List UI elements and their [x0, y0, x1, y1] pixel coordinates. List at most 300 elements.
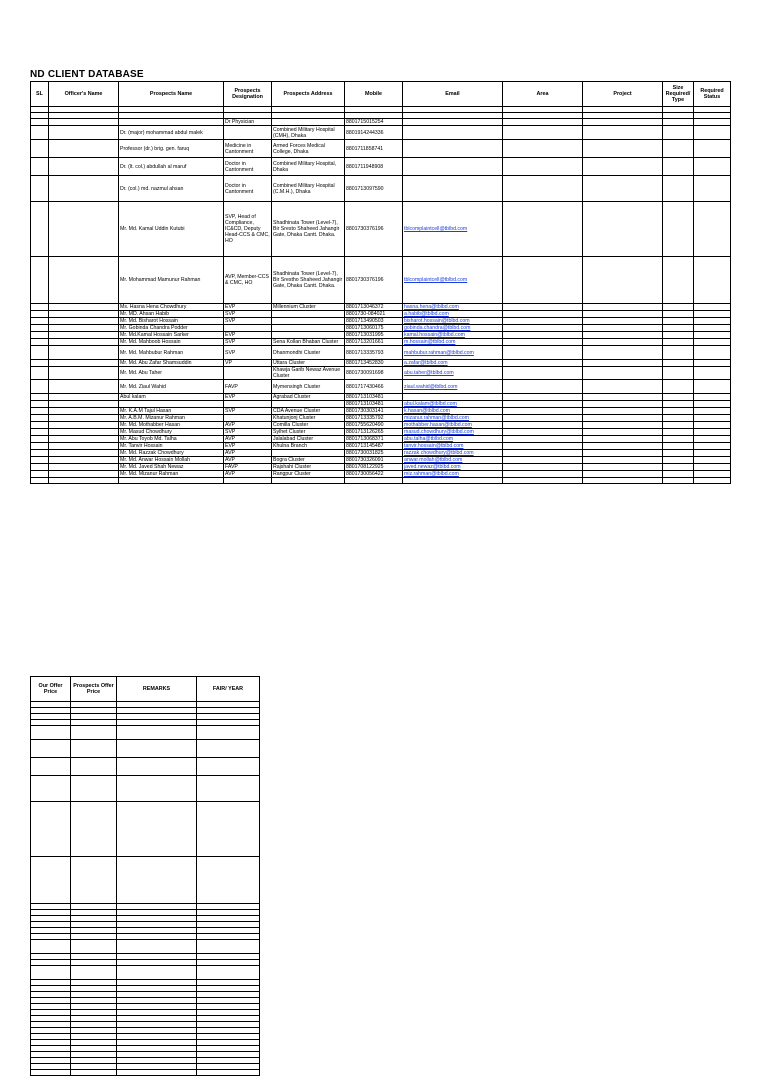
cell-desig: AVP [224, 471, 272, 478]
cell-size [663, 140, 694, 158]
table-header-row [31, 82, 731, 107]
cell-project [583, 126, 663, 140]
table-row [31, 257, 731, 304]
cell-sl [31, 304, 49, 311]
offer-header-row [31, 677, 260, 702]
cell-desig: Medicine in Cantonment [224, 140, 272, 158]
cell-addr: Rangpur Cluster [272, 471, 345, 478]
cell [117, 940, 197, 954]
cell [71, 940, 117, 954]
cell-project [583, 176, 663, 202]
cell-desig [224, 415, 272, 422]
cell-area [503, 325, 583, 332]
cell-project [583, 304, 663, 311]
cell-officer [49, 318, 119, 325]
cell [31, 1070, 71, 1076]
cell [197, 802, 260, 857]
cell-mobile: 8801730376196 [345, 257, 403, 304]
cell [31, 758, 71, 776]
cell [71, 776, 117, 802]
cell-mobile: 8801713145487 [345, 443, 403, 450]
cell-mobile: 8801730031825 [345, 450, 403, 457]
cell-name: Mr. Mohammad Mamunur Rahman [119, 257, 224, 304]
column-header: Prospects Address [272, 82, 345, 107]
column-header: Prospects Designation [224, 82, 272, 107]
cell-area [503, 401, 583, 408]
cell-size [663, 339, 694, 346]
cell-email [403, 443, 503, 450]
email-link[interactable]: bisharot.hossain@tblbd.com [404, 318, 470, 324]
cell-size [663, 457, 694, 464]
email-link[interactable]: razzak.chowdhury@tblbd.com [404, 450, 474, 456]
table-row [31, 740, 260, 758]
cell-size [663, 443, 694, 450]
email-link[interactable]: mothabber.hasan@tblbd.com [404, 422, 472, 428]
cell-name: Mr. Md. Mahboob Hossain [119, 339, 224, 346]
cell-officer [49, 401, 119, 408]
cell-officer [49, 478, 119, 484]
cell-addr [272, 311, 345, 318]
cell-email [403, 408, 503, 415]
cell-size [663, 304, 694, 311]
cell-name: Mr. Md. Kamal Uddin Kutubi [119, 202, 224, 257]
cell-name: Dr. (lt. col.) abdullah al maruf [119, 158, 224, 176]
cell-officer [49, 450, 119, 457]
email-link[interactable]: tanvir.hossain@tblbd.com [404, 443, 464, 449]
cell-sl [31, 367, 49, 380]
cell-email [403, 457, 503, 464]
cell-officer [49, 380, 119, 394]
cell-officer [49, 176, 119, 202]
cell-desig: AVP [224, 450, 272, 457]
cell-project [583, 346, 663, 360]
cell-name: Mr. Md. Bisharot Hossain [119, 318, 224, 325]
cell-addr: CDA Avenue Cluster [272, 408, 345, 415]
table-row [31, 158, 731, 176]
cell-name: Mr. Md. Javed Shah Newaz [119, 464, 224, 471]
cell [71, 857, 117, 904]
cell-mobile: 8801713335792 [345, 415, 403, 422]
cell-mobile: 8801713060175 [345, 325, 403, 332]
cell-name: Mr. Abu Toyob Md. Talha [119, 436, 224, 443]
email-link[interactable]: javed.newaz@tblbd.com [404, 464, 461, 470]
cell-name: Mr. Md.Kamal Hossain Sarker [119, 332, 224, 339]
cell-project [583, 422, 663, 429]
cell-area [503, 394, 583, 401]
column-header: Prospects Offer Price [71, 677, 117, 702]
cell-project [583, 408, 663, 415]
cell-status [694, 478, 731, 484]
cell-desig: SVP [224, 346, 272, 360]
cell-sl [31, 422, 49, 429]
cell-addr: Comilla Cluster [272, 422, 345, 429]
cell-email [403, 304, 503, 311]
cell-name: Mr. Md. Ziaul Wahid [119, 380, 224, 394]
cell-officer [49, 464, 119, 471]
cell-officer [49, 346, 119, 360]
cell-desig: FAVP [224, 464, 272, 471]
table-row [31, 802, 260, 857]
cell [71, 802, 117, 857]
cell-area [503, 429, 583, 436]
cell [197, 1070, 260, 1076]
email-link[interactable]: ziaul.wahid@tblbd.com [404, 383, 458, 390]
cell-area [503, 339, 583, 346]
cell-project [583, 202, 663, 257]
table-row [31, 346, 731, 360]
cell-sl [31, 202, 49, 257]
table-row [31, 478, 731, 484]
cell-size [663, 401, 694, 408]
cell-name: Ms. Hasna Hena Chowdhury [119, 304, 224, 311]
cell-email [403, 478, 503, 484]
table-row [31, 443, 731, 450]
cell-officer [49, 325, 119, 332]
cell-mobile: 8801713452830 [345, 360, 403, 367]
cell [71, 1070, 117, 1076]
cell-area [503, 436, 583, 443]
cell-size [663, 257, 694, 304]
table-row [31, 325, 731, 332]
cell-size [663, 436, 694, 443]
table-row [31, 436, 731, 443]
cell-mobile: 8801730326091 [345, 457, 403, 464]
cell-officer [49, 415, 119, 422]
cell-mobile: 8801713046372 [345, 304, 403, 311]
cell-sl [31, 339, 49, 346]
table-row [31, 311, 731, 318]
cell-size [663, 119, 694, 126]
cell-email [403, 346, 503, 360]
cell [31, 857, 71, 904]
column-header: REMARKS [117, 677, 197, 702]
table-row [31, 415, 731, 422]
email-link[interactable]: k.hasan@tblbd.com [404, 408, 450, 414]
cell-addr: Armed Forces Medical College, Dhaka [272, 140, 345, 158]
cell-area [503, 471, 583, 478]
cell-name [119, 401, 224, 408]
cell [71, 740, 117, 758]
cell-size [663, 367, 694, 380]
cell-project [583, 325, 663, 332]
cell-sl [31, 443, 49, 450]
cell-email [403, 158, 503, 176]
table-row [31, 401, 731, 408]
email-link[interactable]: hasna.hena@tblbd.com [404, 304, 459, 310]
table-row [31, 380, 731, 394]
cell-mobile: 8801713103481 [345, 401, 403, 408]
cell-status [694, 443, 731, 450]
cell [197, 966, 260, 980]
cell-addr: Jalalabad Cluster [272, 436, 345, 443]
cell-name: Mr. Md. Abu Taher [119, 367, 224, 380]
email-link[interactable]: mizanur.rahman@tblbd.com [404, 415, 469, 421]
cell-email [403, 394, 503, 401]
cell-name: Mr. Md. Mahbubur Rahman [119, 346, 224, 360]
table-row [31, 367, 731, 380]
column-header: Our Offer Price [31, 677, 71, 702]
cell-status [694, 360, 731, 367]
cell-area [503, 202, 583, 257]
cell-desig: SVP [224, 318, 272, 325]
email-link[interactable]: masud.chowdhury@tblbd.com [404, 429, 474, 435]
cell-name: Mr. MD. Ahsan Habib [119, 311, 224, 318]
offer-price-table [30, 676, 260, 1076]
cell-status [694, 119, 731, 126]
column-header: Officer's Name [49, 82, 119, 107]
cell-email [403, 429, 503, 436]
cell-status [694, 339, 731, 346]
cell-email [403, 471, 503, 478]
cell-status [694, 346, 731, 360]
cell-name: Dr. (major) mohammad abdul malek [119, 126, 224, 140]
cell [31, 726, 71, 740]
cell-officer [49, 339, 119, 346]
cell-addr [272, 401, 345, 408]
cell-addr: Dhanmondhi Cluster [272, 346, 345, 360]
cell [31, 940, 71, 954]
cell-status [694, 450, 731, 457]
cell-addr: Combined Military Hospital (C.M.H.), Dhaka [272, 176, 345, 202]
cell-email [403, 140, 503, 158]
cell-mobile: 8801717430466 [345, 380, 403, 394]
cell-size [663, 394, 694, 401]
table-row [31, 408, 731, 415]
table-row [31, 1070, 260, 1076]
table-row [31, 726, 260, 740]
cell [31, 776, 71, 802]
email-link[interactable]: anwar.mollah@tblbd.com [404, 457, 463, 463]
cell-email [403, 257, 503, 304]
cell-mobile: 8801713031995 [345, 332, 403, 339]
cell-mobile: 8801713103481 [345, 394, 403, 401]
cell-project [583, 332, 663, 339]
cell-sl [31, 311, 49, 318]
cell-area [503, 464, 583, 471]
cell-addr: Millennium Cluster [272, 304, 345, 311]
cell-sl [31, 471, 49, 478]
cell [197, 726, 260, 740]
cell [197, 776, 260, 802]
cell-addr: Uttara Cluster [272, 360, 345, 367]
cell-desig [224, 401, 272, 408]
table-row [31, 758, 260, 776]
cell-mobile: 8801730-084021 [345, 311, 403, 318]
email-link[interactable]: miz.rahman@tblbd.com [404, 471, 459, 477]
cell-name [119, 478, 224, 484]
cell-sl [31, 429, 49, 436]
cell [197, 940, 260, 954]
cell-area [503, 304, 583, 311]
cell-status [694, 202, 731, 257]
table-row [31, 176, 731, 202]
cell-officer [49, 332, 119, 339]
cell-email [403, 436, 503, 443]
table-row [31, 140, 731, 158]
cell-project [583, 318, 663, 325]
cell [197, 740, 260, 758]
cell [71, 726, 117, 740]
cell-size [663, 415, 694, 422]
cell [117, 740, 197, 758]
email-link[interactable]: abu.talha@tblbd.com [404, 436, 454, 442]
cell-officer [49, 457, 119, 464]
column-header: Required Status [694, 82, 731, 107]
email-link[interactable]: tblcomplaintcell@tblbd.com [404, 226, 468, 232]
cell-addr: Mymensingh Cluster [272, 380, 345, 394]
cell-sl [31, 140, 49, 158]
cell-addr [272, 478, 345, 484]
cell-status [694, 436, 731, 443]
cell-sl [31, 408, 49, 415]
email-link[interactable]: gobinda.chandra@tblbd.com [404, 325, 471, 331]
cell-mobile: 8801713097590 [345, 176, 403, 202]
cell-email [403, 339, 503, 346]
cell-project [583, 380, 663, 394]
table-row [31, 966, 260, 980]
cell-sl [31, 346, 49, 360]
cell-desig: SVP, Head of Compliance, IC&CD, Deputy Head-CCS & CMC, HO [224, 202, 272, 257]
cell-project [583, 464, 663, 471]
cell-email [403, 450, 503, 457]
cell-officer [49, 436, 119, 443]
cell-name: Mr. Tanvir Hossain [119, 443, 224, 450]
cell-desig: VP [224, 360, 272, 367]
cell-sl [31, 325, 49, 332]
cell-email [403, 380, 503, 394]
cell-name: Mr. Md. Abu Zafar Shamsuddin [119, 360, 224, 367]
cell-mobile: 8801713201661 [345, 339, 403, 346]
cell-status [694, 318, 731, 325]
cell-desig: EVP [224, 332, 272, 339]
cell-sl [31, 450, 49, 457]
cell [31, 802, 71, 857]
column-header: Size Required/ Type [663, 82, 694, 107]
table-row [31, 457, 731, 464]
cell-email [403, 126, 503, 140]
cell-name: Mr. Masud Chowdhury [119, 429, 224, 436]
cell-project [583, 457, 663, 464]
cell [31, 966, 71, 980]
cell-status [694, 401, 731, 408]
cell [71, 966, 117, 980]
cell-area [503, 408, 583, 415]
cell-email [403, 401, 503, 408]
cell-project [583, 257, 663, 304]
cell-mobile: 8801713335793 [345, 346, 403, 360]
cell-addr: Combined Military Hospital, Dhaka [272, 158, 345, 176]
cell-sl [31, 401, 49, 408]
cell-status [694, 311, 731, 318]
cell-desig: Doctor in Cantonment [224, 158, 272, 176]
cell-area [503, 380, 583, 394]
cell-size [663, 176, 694, 202]
cell-status [694, 415, 731, 422]
cell-desig [224, 126, 272, 140]
cell-officer [49, 367, 119, 380]
cell-size [663, 408, 694, 415]
cell-size [663, 126, 694, 140]
cell-email [403, 332, 503, 339]
email-link[interactable]: a.zafar@tblbd.com [404, 360, 448, 366]
cell-size [663, 318, 694, 325]
cell-name: Dr. (col.) md. nazmul ahsan [119, 176, 224, 202]
cell [197, 758, 260, 776]
cell-email [403, 202, 503, 257]
cell [31, 740, 71, 758]
cell-desig: SVP [224, 311, 272, 318]
cell-mobile: 8801711858741 [345, 140, 403, 158]
cell-status [694, 332, 731, 339]
cell-area [503, 140, 583, 158]
cell-area [503, 422, 583, 429]
cell-size [663, 450, 694, 457]
table-row [31, 126, 731, 140]
email-link[interactable]: abu.taher@tblbd.com [404, 370, 454, 376]
cell-officer [49, 304, 119, 311]
email-link[interactable]: a.habib@tblbd.com [404, 311, 449, 317]
table-row [31, 776, 260, 802]
column-header: SL [31, 82, 49, 107]
cell-addr: Agrabad Cluster [272, 394, 345, 401]
cell-officer [49, 394, 119, 401]
cell-desig: AVP [224, 436, 272, 443]
table-row [31, 394, 731, 401]
cell-sl [31, 360, 49, 367]
cell-status [694, 140, 731, 158]
email-link[interactable]: m.hossain@tblbd.com [404, 339, 456, 345]
cell-size [663, 202, 694, 257]
cell-project [583, 394, 663, 401]
cell-project [583, 339, 663, 346]
table-row [31, 318, 731, 325]
cell-size [663, 332, 694, 339]
email-link[interactable]: mahbubur.rahman@tblbd.com [404, 349, 474, 356]
cell-sl [31, 332, 49, 339]
cell-addr: Shadhinata Tower (Level-7), Bir Sresto Shaheed Jahangir Gate, Dhaka Cantt. Dhaka. [272, 202, 345, 257]
email-link[interactable]: abul.kalam@tblbd.com [404, 401, 457, 407]
cell-desig: AVP, Member-CCS & CMC, HO [224, 257, 272, 304]
cell-sl [31, 126, 49, 140]
cell-status [694, 457, 731, 464]
cell-email [403, 360, 503, 367]
email-link[interactable]: tblcomplaintcell@tblbd.com [404, 277, 468, 283]
cell-mobile: 8801730056422 [345, 471, 403, 478]
cell-area [503, 367, 583, 380]
cell-name: Mr. Md. Razzak Chowdhury [119, 450, 224, 457]
email-link[interactable]: kamal.hossain@tblbd.com [404, 332, 465, 338]
cell-officer [49, 360, 119, 367]
cell-addr: Combined Military Hospital (CMH), Dhaka [272, 126, 345, 140]
cell-name: Abul kalam [119, 394, 224, 401]
cell-addr: Sena Kollan Bhaban Cluster [272, 339, 345, 346]
cell-officer [49, 471, 119, 478]
cell-name: Mr. Gobinda Chandra Podder [119, 325, 224, 332]
cell-size [663, 478, 694, 484]
page-title: ND CLIENT DATABASE [30, 69, 144, 80]
cell-addr [272, 332, 345, 339]
cell-officer [49, 158, 119, 176]
cell-mobile: 8801713126265 [345, 429, 403, 436]
cell-sl [31, 415, 49, 422]
cell-project [583, 158, 663, 176]
cell-addr [272, 450, 345, 457]
cell-officer [49, 422, 119, 429]
column-header: Prospects Name [119, 82, 224, 107]
cell-project [583, 443, 663, 450]
cell-desig: EVP [224, 304, 272, 311]
table-row [31, 940, 260, 954]
